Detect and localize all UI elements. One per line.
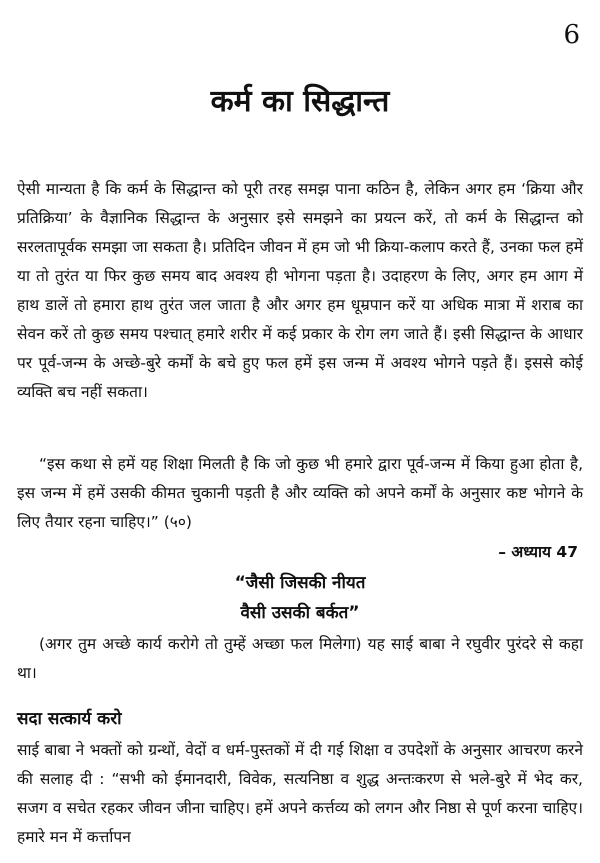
saying-line-1: “जैसी जिसकी नीयत: [234, 573, 366, 593]
quote-paragraph: “इस कथा से हमें यह शिक्षा मिलती है कि जो कुछ भी हमारे द्वारा पूर्व-जन्म में किया हुआ होता है, इस जन्म में हमें उसकी कीमत चुकानी पड़ती है और व्यक्ति को अपने कर्मों के अनुसार कष्ट भोगने के लिए तैयार रहना चाहिए।” (५०): [17, 455, 583, 531]
paragraph-saying-explanation: (अगर तुम अच्छे कार्य करोगे तो तुम्हें अच्छा फल मिलेगा) यह साई बाबा ने रघुवीर पुरंदरे से कहा था।: [17, 635, 583, 682]
saying-line-2: वैसी उसकी बर्कत”: [240, 603, 360, 623]
page-number: 6: [563, 20, 580, 50]
paragraph-good-deeds: साई बाबा ने भक्तों को ग्रन्थों, वेदों व धर्म-पुस्तकों में दी गई शिक्षा व उपदेशों के अनुसार आचरण करने की सलाह दी : “सभी को ईमानदारी, विवेक, सत्यनिष्ठा व शुद्ध अन्तःकरण से भले-बुरे में भेद कर, सजग व सचेत रहकर जीवन जीना चाहिए। हमें अपने कर्त्तव्य को लगन और निष्ठा से पूर्ण करना चाहिए। हमारे मन में कर्त्तापन: [17, 741, 583, 846]
chapter-title: कर्म का सिद्धान्त: [210, 84, 390, 119]
chapter-reference: – अध्याय 47: [498, 543, 578, 561]
paragraph-intro: ऐसी मान्यता है कि कर्म के सिद्धान्त को पूरी तरह समझ पाना कठिन है, लेकिन अगर हम ‘क्रिया और प्रतिक्रिया’ के वैज्ञानिक सिद्धान्त के अनुसार इसे समझने का प्रयत्न करें, तो कर्म के सिद्धान्त को सरलतापूर्वक समझा जा सकता है। प्रतिदिन जीवन में हम जो भी क्रिया-कलाप करते हैं, उनका फल हमें या तो तुरंत या फिर कुछ समय बाद अवश्य ही भोगना पड़ता है। उदाहरण के लिए, अगर हम आग में हाथ डालें तो हमारा हाथ तुरंत जल जाता है और अगर हम धूम्रपान करें या अधिक मात्रा में शराब का सेवन करें तो कुछ समय पश्चात् हमारे शरीर में कई प्रकार के रोग लग जाते हैं। इसी सिद्धान्त के आधार पर पूर्व-जन्म के अच्छे-बुरे कर्मों के बचे हुए फल हमें इस जन्म में अवश्य भोगने पड़ते हैं। इससे कोई व्यक्ति बच नहीं सकता।: [17, 180, 583, 401]
section-heading: सदा सत्कार्य करो: [17, 709, 122, 729]
